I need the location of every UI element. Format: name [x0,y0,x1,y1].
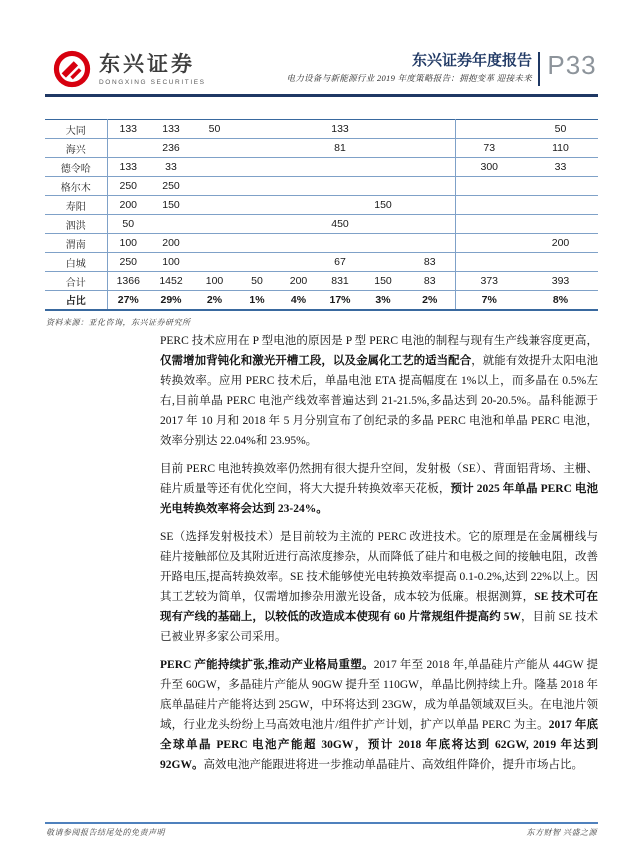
table-cell: 133 [319,120,361,139]
table-cell: 2% [193,291,236,310]
table-cell [361,158,405,177]
table-cell [405,139,455,158]
table-row [45,158,598,177]
table-cell: 50 [236,272,278,291]
logo-en-text: DONGXING SECURITIES [99,78,206,86]
footer-slogan: 东方财智 兴盛之源 [526,828,597,837]
logo-text [99,53,206,86]
table-cell: 110 [523,139,598,158]
table-cell: 100 [107,234,149,253]
paragraph-bold-segment: 预计 2025 年单晶 PERC 电池光电转换效率将会达到 23-24%。 [160,483,599,515]
table-cell: 831 [319,272,361,291]
paragraph [160,527,598,647]
table-cell [193,196,236,215]
table-row [45,272,598,291]
table-cell [236,120,278,139]
table-cell [405,234,455,253]
table-row [45,196,598,215]
table-cell [319,158,361,177]
table-cell: 100 [193,272,236,291]
table-cell: 83 [405,272,455,291]
table-cell: 27% [107,291,149,310]
row-label: 德令哈 [45,158,107,177]
paragraph-bold-segment: 仅需增加背钝化和激光开槽工段，以及金属化工艺的适当配合 [160,355,472,367]
table-row [45,177,598,196]
table-cell [523,177,598,196]
row-label: 合计 [45,272,107,291]
table-cell [523,215,598,234]
paragraph-segment: 高效电池产能跟进将进一步推动单晶硅片、高效组件降价，提升市场占比。 [203,759,583,771]
table-cell [405,120,455,139]
dongxing-logo-icon [53,50,91,88]
row-label: 渭南 [45,234,107,253]
table-cell [405,158,455,177]
table-cell [361,177,405,196]
paragraph-segment: SE（选择发射极技术）是目前较为主流的 PERC 改进技术。它的原理是在金属栅线与硅片接触部位及其附近进行高浓度掺杂，从而降低了硅片和电极之间的接触电阻，改善开路电压,提高转换效率。SE 技术能够使光电转换效率提高 0.1-0.2%,达到 22%以上。因其工艺较为简单，仅需增加掺杂用激光设备，成本较为低廉。根据测算， [160,531,598,603]
table-cell [361,120,405,139]
table-row [45,234,598,253]
table-cell [455,196,523,215]
table-cell [193,253,236,272]
table-cell [278,234,319,253]
logo-cn-text: 东兴证券 [99,52,195,76]
table-cell [149,215,193,234]
table-cell: 8% [523,291,598,310]
table-cell [278,120,319,139]
page-footer [46,827,597,838]
table-cell [405,196,455,215]
table-cell: 393 [523,272,598,291]
table-cell [455,253,523,272]
paragraph [160,459,598,519]
table-cell: 150 [361,272,405,291]
table-cell [405,215,455,234]
paragraph [160,331,598,451]
table-cell: 50 [523,120,598,139]
row-label: 格尔木 [45,177,107,196]
table-cell: 133 [107,120,149,139]
table-cell [236,253,278,272]
table-cell: 200 [523,234,598,253]
table-cell: 29% [149,291,193,310]
report-title: 东兴证券年度报告 [411,52,532,69]
table-cell: 81 [319,139,361,158]
table-cell: 4% [278,291,319,310]
table-cell: 1366 [107,272,149,291]
page-header [45,46,598,92]
table-cell [193,234,236,253]
table-cell: 83 [405,253,455,272]
table-cell: 100 [149,253,193,272]
table-cell [278,196,319,215]
table-cell [361,139,405,158]
paragraph-bold-segment: PERC 产能持续扩张,推动产业格局重塑。 [160,659,374,671]
table-cell [319,177,361,196]
table-cell [236,158,278,177]
table-cell [405,177,455,196]
table-cell [361,215,405,234]
report-subtitle: 电力设备与新能源行业 2019 年度策略报告：拥抱变革 迎接未来 [286,73,532,83]
paragraph-segment: 2017 年至 2018 年,单晶硅片产能从 44GW 提升至 60GW，多晶硅片产能从 90GW 提升至 110GW，单晶比例持续上升。隆基 2018 年底单晶硅片产能将达到 25GW，中环将达到 23GW，成为单晶领域双巨头。在电池片领域，行业龙头纷纷上马高效电池片/组件扩产计划，扩产以单晶 PERC 为主。 [160,659,598,731]
table-cell [236,177,278,196]
table-cell: 133 [149,120,193,139]
row-label: 白城 [45,253,107,272]
table-cell: 250 [149,177,193,196]
table-cell [278,139,319,158]
table-cell [455,120,523,139]
table-row [45,291,598,310]
paragraph-segment: ，目前 SE 技术已被业界多家公司采用。 [160,611,598,643]
table-cell [455,234,523,253]
row-label: 海兴 [45,139,107,158]
table-cell [455,215,523,234]
header-titles [287,52,532,84]
table-cell: 200 [107,196,149,215]
row-label: 占比 [45,291,107,310]
paragraph-segment: PERC 技术应用在 P 型电池的原因是 P 型 PERC 电池的制程与现有生产线兼容度更高， [160,335,598,347]
table-cell: 150 [149,196,193,215]
paragraph-bold-segment: 2017 年底全球单晶 PERC 电池产能超 30GW，预计 2018 年底将达到 62GW, 2019 年达到 92GW。 [160,719,599,771]
table-cell [193,215,236,234]
table-cell [278,253,319,272]
table-cell: 133 [107,158,149,177]
paragraph-segment: ，就能有效提升太阳电池转换效率。应用 PERC 技术后，单晶电池 ETA 提高幅度在 1%以上，而多晶在 0.5%左右,目前单晶 PERC 电池产线效率普遍达到 21-21.5%,多晶达到 20-20.5%。晶科能源于 2017 年 10 月和 2018 年 5 月分别宣布了创纪录的多晶 PERC 电池和单晶 PERC 电池，效率分别达 22.04%和 23.95%。 [160,355,599,447]
table-cell [523,253,598,272]
table-cell: 73 [455,139,523,158]
table-cell [319,234,361,253]
disclaimer-note: 敬请参阅报告结尾处的免责声明 [46,828,165,837]
row-label: 大同 [45,120,107,139]
table-cell: 200 [149,234,193,253]
table-cell [278,215,319,234]
table-cell [236,234,278,253]
table-row [45,139,598,158]
table-cell [107,139,149,158]
logo [53,50,206,88]
table-cell [278,158,319,177]
table-cell: 7% [455,291,523,310]
table-cell [278,177,319,196]
body-text [160,331,598,783]
table-cell [236,139,278,158]
table-cell [193,139,236,158]
table-cell: 33 [149,158,193,177]
table-cell [236,196,278,215]
page-number: P33 [547,50,597,80]
capacity-table [45,119,598,311]
paragraph-bold-segment: SE 技术可在现有产线的基础上，以较低的改造成本使现有 60 片常规组件提高约 5W [160,591,598,623]
table-cell: 2% [405,291,455,310]
table-cell [361,234,405,253]
header-divider [538,52,540,86]
table-cell: 250 [107,177,149,196]
table-cell: 3% [361,291,405,310]
table-cell [523,196,598,215]
table-cell: 50 [107,215,149,234]
table-cell [236,215,278,234]
table-cell: 67 [319,253,361,272]
table-cell: 373 [455,272,523,291]
row-label: 泗洪 [45,215,107,234]
paragraph [160,655,598,775]
table-cell [193,158,236,177]
table-row [45,253,598,272]
footer-rule [45,822,598,824]
table-cell [361,253,405,272]
table-cell: 200 [278,272,319,291]
table-cell: 1% [236,291,278,310]
header-rule [45,94,598,97]
paragraph-segment: 目前 PERC 电池转换效率仍然拥有很大提升空间，发射极（SE）、背面铝背场、主栅、硅片质量等还有优化空间，将大大提升转换效率天花板， [160,463,598,495]
row-label: 寿阳 [45,196,107,215]
table-cell [193,177,236,196]
table-cell: 250 [107,253,149,272]
table-cell: 236 [149,139,193,158]
table-cell: 450 [319,215,361,234]
table-cell: 50 [193,120,236,139]
table-cell: 1452 [149,272,193,291]
table-cell: 17% [319,291,361,310]
table-cell: 150 [361,196,405,215]
source-note: 资料来源：亚化咨询，东兴证券研究所 [46,318,191,327]
table-cell: 33 [523,158,598,177]
table-row [45,215,598,234]
table-cell [455,177,523,196]
table-cell [319,196,361,215]
table-row [45,120,598,139]
table-cell: 300 [455,158,523,177]
